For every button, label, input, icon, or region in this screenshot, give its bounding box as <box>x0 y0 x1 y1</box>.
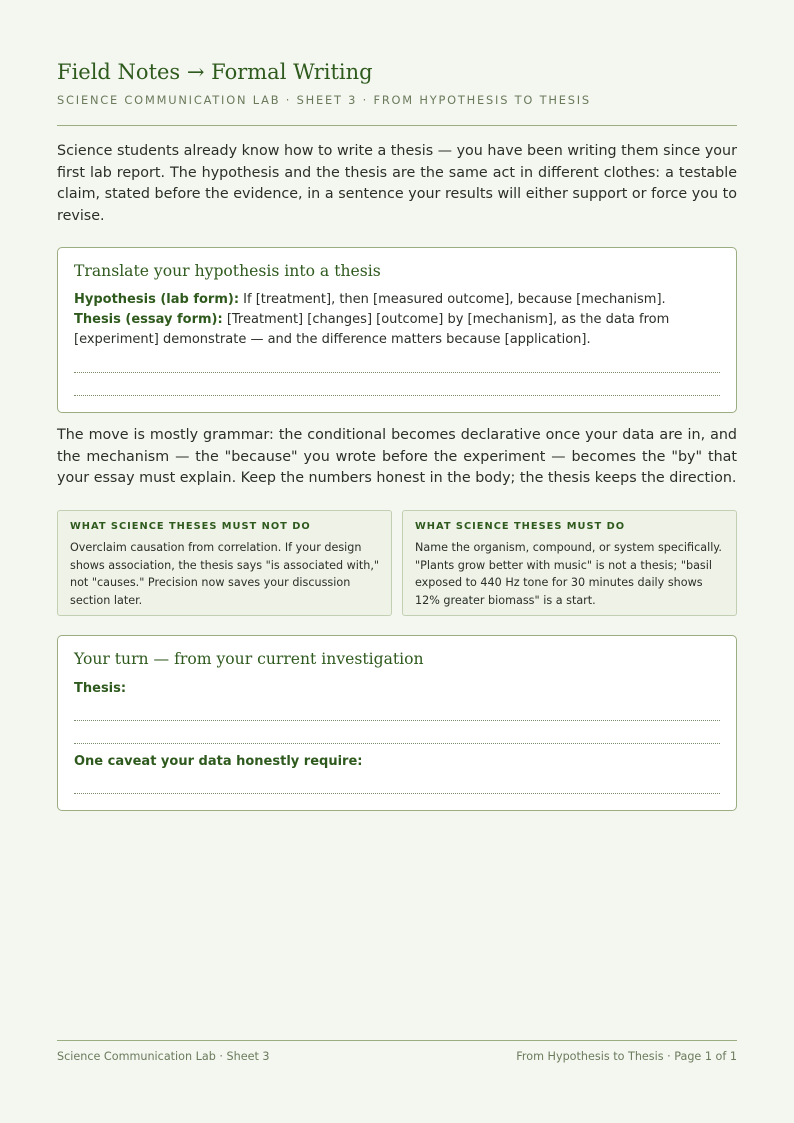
page-title: Field Notes → Formal Writing <box>57 60 373 84</box>
translate-box <box>57 247 737 413</box>
header-divider <box>57 125 737 126</box>
caveat-field-label: One caveat your data honestly require: <box>74 754 363 769</box>
footer-divider <box>57 1040 737 1041</box>
thesis-write-line[interactable] <box>74 720 720 721</box>
must-not-body: Overclaim causation from correlation. If your design shows association, the thesis says "is associated with," not "causes." Precision now saves your discussion section later. <box>70 541 380 607</box>
write-line[interactable] <box>74 395 720 396</box>
your-turn-box <box>57 635 737 811</box>
must-heading: WHAT SCIENCE THESES MUST DO <box>415 521 626 532</box>
write-line[interactable] <box>74 372 720 373</box>
hypothesis-template: If [treatment], then [measured outcome], because [mechanism]. <box>243 292 666 307</box>
hypothesis-lab-form <box>74 290 720 310</box>
must-note <box>402 510 737 616</box>
must-not-note <box>57 510 392 616</box>
your-turn-title: Your turn — from your current investigation <box>74 650 424 668</box>
must-not-heading: WHAT SCIENCE THESES MUST NOT DO <box>70 521 311 532</box>
grammar-paragraph: The move is mostly grammar: the conditional becomes declarative once your data are in, and the mechanism — the "because" you wrote before the experiment — becomes the "by" that your essay must explain. Keep the numbers honest in the body; the thesis keeps the direction. <box>57 427 737 486</box>
thesis-write-line[interactable] <box>74 743 720 744</box>
footer-left: Science Communication Lab · Sheet 3 <box>57 1050 270 1063</box>
thesis-field-label: Thesis: <box>74 681 127 696</box>
translate-box-title: Translate your hypothesis into a thesis <box>74 262 381 280</box>
footer-right: From Hypothesis to Thesis · Page 1 of 1 <box>516 1050 737 1063</box>
thesis-label: Thesis (essay form): <box>74 312 223 327</box>
must-body: Name the organism, compound, or system specifically. "Plants grow better with music" is not a thesis; "basil exposed to 440 Hz tone for 30 minutes daily shows 12% greater biomass" is a start. <box>415 541 722 607</box>
thesis-template: [Treatment] [changes] [outcome] by [mechanism], as the data from [experiment] demonstrate — and the difference matters because [application]. <box>74 312 670 347</box>
hypothesis-label: Hypothesis (lab form): <box>74 292 240 307</box>
thesis-essay-form <box>74 310 720 350</box>
page-subtitle: SCIENCE COMMUNICATION LAB · SHEET 3 · FROM HYPOTHESIS TO THESIS <box>57 93 591 107</box>
intro-paragraph: Science students already know how to write a thesis — you have been writing them since your first lab report. The hypothesis and the thesis are the same act in different clothes: a testable claim, stated before the evidence, in a sentence your results will either support or force you to revise. <box>57 143 737 224</box>
caveat-write-line[interactable] <box>74 793 720 794</box>
